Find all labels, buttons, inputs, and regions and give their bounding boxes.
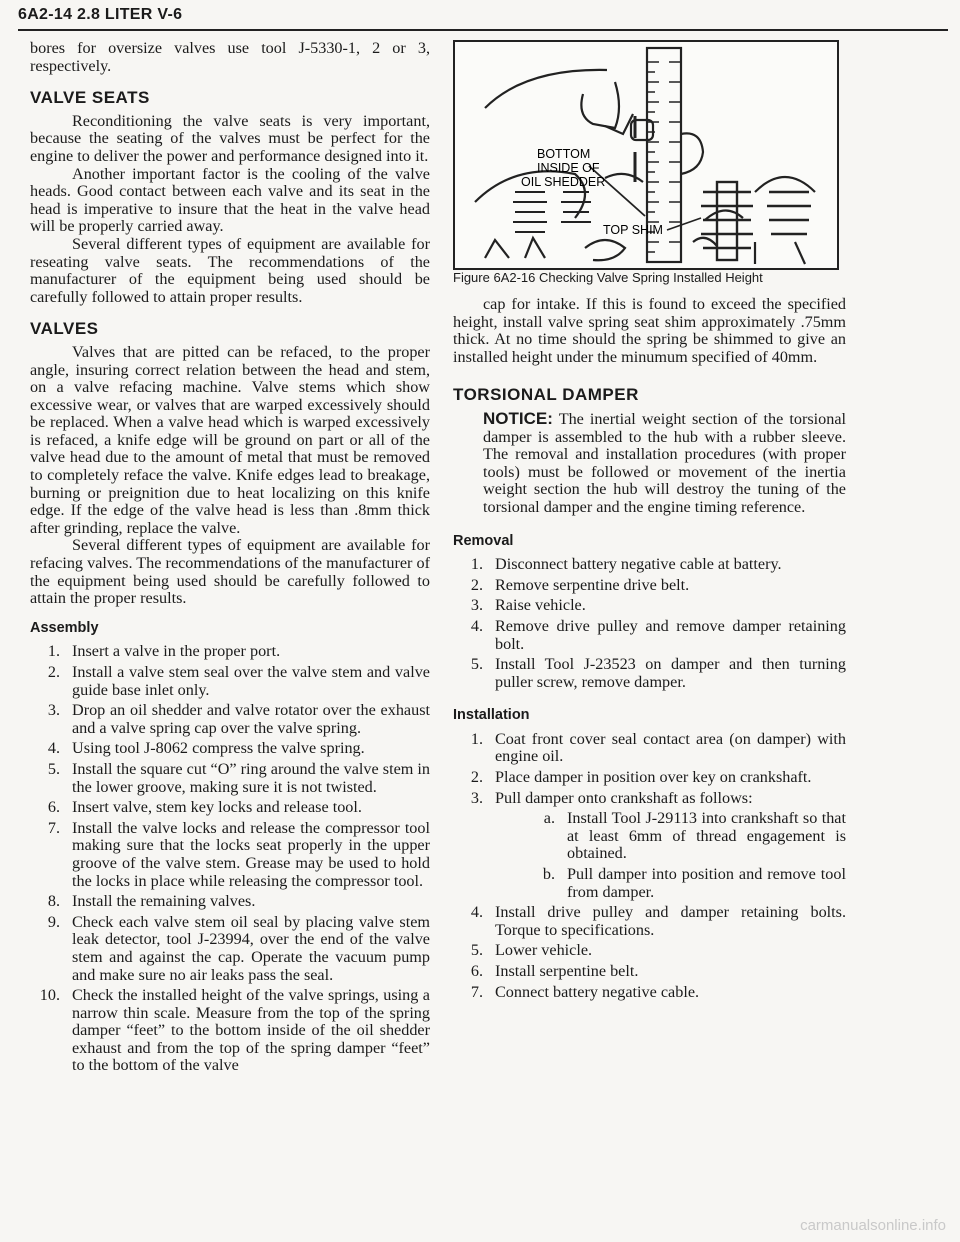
list-item: 4. Install drive pulley and damper retaining bolts. Torque to specifications. — [470, 903, 846, 939]
heading-installation: Installation — [453, 707, 530, 724]
installation-substeps — [495, 810, 846, 901]
list-item: 5. Install the square cut “O” ring around the valve stem in the lower groove, making sure it is not twisted. — [47, 759, 430, 796]
right-column — [453, 296, 846, 1004]
list-item: 8. Install the remaining valves. — [47, 892, 256, 911]
continued-paragraph: cap for intake. If this is found to exceed the specified height, install valve spring seat shim approximately .75mm thick. At no time should the spring be shimmed to give an installed height under the minumum specified of 40mm. — [453, 295, 846, 366]
page-header: 6A2-14 2.8 LITER V-6 — [18, 6, 183, 23]
heading-valve-seats: VALVE SEATS — [30, 88, 150, 108]
list-item: 3. Raise vehicle. — [470, 596, 586, 615]
left-column — [30, 40, 430, 1078]
figure-valve-spring-height — [453, 40, 839, 270]
valve-seats-p2: Another important factor is the cooling of the valve heads. Good contact between each valve and its seat in the head is imperative to insure that the heat in the valve head will be properly carried away. — [30, 164, 430, 236]
list-item: 5. Install Tool J-23523 on damper and then turning puller screw, remove damper. — [470, 655, 846, 691]
list-item: 10. Check the installed height of the valve springs, using a narrow thin scale. Measure from the top of the spring damper “feet” to the bottom inside of the oil shedder exhaust and from the top of the spring damper “feet” to the bottom of the valve — [39, 986, 430, 1075]
list-item: 3. Pull damper onto crankshaft as follows: a. Install Tool J-29113 into crankshaft so that at least 6mm of thread engagement is obtained. b. Pull damper into position and remove tool from damper. — [470, 788, 846, 901]
valve-seats-p1: Reconditioning the valve seats is very important, because the seating of the valves must be perfect for the engine to deliver the power and performance designed into it. — [30, 111, 430, 165]
label-top-shim: TOP SHIM — [603, 223, 663, 237]
list-item: b. Pull damper into position and remove tool from damper. — [542, 865, 846, 901]
heading-assembly: Assembly — [30, 619, 99, 636]
header-rule — [18, 29, 948, 31]
valves-p1: Valves that are pitted can be refaced, to the proper angle, insuring correct relation between the head and stem, on a valve refacing machine. Valve stems which show excessive wear, or valves that are warped excessively should be replaced. When a valve head which is warped excessively is refaced, a knife edge will be ground on part or all of the valve head due to the amount of metal that must be removed to completely reface the valve. Knife edges lead to breakage, burning or preignition due to heat localizing on this knife edge. If the edge of the valve head is less than .8mm thick after grinding, replace the valve. — [30, 342, 430, 537]
label-bottom-3: OIL SHEDDER — [521, 175, 606, 189]
list-item: 4. Remove drive pulley and remove damper retaining bolt. — [470, 616, 846, 653]
installation-steps — [453, 731, 846, 1001]
list-item: 9. Check each valve stem oil seal by placing valve stem leak detector, tool J-23994, over the end of the valve stem and against the cap. Operate the vacuum pump and make sure no air leaks pass the seal. — [47, 912, 430, 984]
notice-label: NOTICE: — [483, 408, 553, 428]
list-item: 7. Connect battery negative cable. — [470, 982, 700, 1001]
heading-removal: Removal — [453, 532, 514, 549]
label-bottom-2: INSIDE OF — [537, 161, 600, 175]
list-item: 1. Disconnect battery negative cable at battery. — [470, 555, 782, 574]
list-item: 6. Install serpentine belt. — [470, 962, 639, 980]
notice-text: The inertial weight section of the torsional damper is assembled to the hub with a rubber sleeve. The removal and installation procedures (with proper tools) must be followed or movement of the inertia weight section the hub will destroy the tuning of the torsional damper and the engine timing reference. — [483, 409, 846, 516]
list-item: 5. Lower vehicle. — [470, 941, 593, 960]
list-item: 7. Install the valve locks and release the compressor tool making sure that the locks seat properly in the upper groove of the valve stem. Grease may be used to hold the locks in place while releasing the compressor tool. — [47, 818, 430, 890]
list-item: a. Install Tool J-29113 into crankshaft so that at least 6mm of thread engagement is obtained. — [543, 809, 846, 863]
list-item: 2. Install a valve stem seal over the valve stem and valve guide base inlet only. — [47, 663, 430, 699]
label-bottom-1: BOTTOM — [537, 147, 591, 161]
notice-paragraph — [453, 410, 846, 517]
heading-torsional-damper: TORSIONAL DAMPER — [453, 385, 639, 405]
list-item: 2. Place damper in position over key on crankshaft. — [470, 768, 812, 787]
valve-seats-p3: Several different types of equipment are available for reseating valve seats. The recommendations of the manufacturer of the equipment being used should be carefully followed to attain proper results. — [30, 234, 430, 306]
list-item: 3. Drop an oil shedder and valve rotator over the exhaust and a valve spring cap over the valve spring. — [47, 701, 430, 737]
leader-line — [485, 70, 607, 108]
assembly-steps — [30, 643, 430, 1075]
watermark: carmanualsonline.info — [800, 1217, 946, 1234]
valves-p2: Several different types of equipment are available for refacing valves. The recommendations of the manufacturer of the equipment being used should be carefully followed to attain the proper results. — [30, 536, 430, 608]
figure-illustration — [455, 42, 837, 268]
list-item: 1. Insert a valve in the proper port. — [47, 642, 281, 661]
intro-paragraph: bores for oversize valves use tool J-5330-1, 2 or 3, respectively. — [30, 39, 430, 75]
list-item: 6. Insert valve, stem key locks and release tool. — [47, 798, 362, 817]
list-item: 4. Using tool J-8062 compress the valve spring. — [47, 739, 365, 758]
heading-valves: VALVES — [30, 319, 99, 339]
list-item: 1. Coat front cover seal contact area (on damper) with engine oil. — [470, 729, 846, 766]
figure-caption: Figure 6A2-16 Checking Valve Spring Installed Height — [453, 270, 763, 285]
removal-steps — [453, 556, 846, 691]
list-item: 2. Remove serpentine drive belt. — [470, 575, 690, 594]
